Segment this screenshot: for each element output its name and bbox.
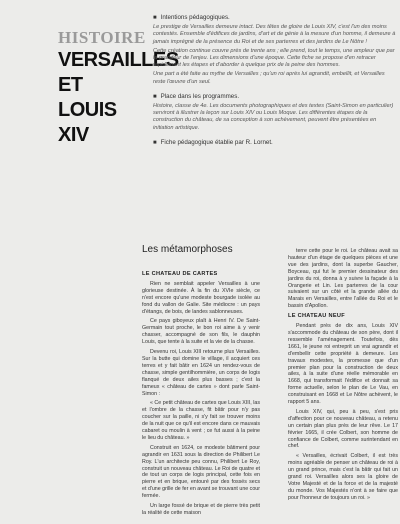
intro-paragraph: Le prestige de Versailles demeure intact. Des têtes de gloire de Louis XIV, c'est l'un des moins contestés. Ensemble d'édifices de jardins, d'art et de génie à la mesure d'un homme, il demeure à jamais imprégné de la présence du Roi et de ses parterres et des jardins de Le Nôtre ! bbox=[153, 24, 396, 45]
square-bullet-icon: ■ bbox=[153, 139, 157, 146]
header-panel bbox=[0, 0, 400, 238]
body-quote: « Ce petit château de cartes que Louis XIII, las et l'ombre de la chasse, fit bâtir pour n'y pas coucher sur la paille, ni s'y fait se trouver moins de la nuit que ce qu'il est encore dans ce mauvais cabaret ou moulin à vent ; ce fut aussi à la peine le lieu du château. » bbox=[142, 400, 260, 441]
body-paragraph: Louis XIV, qui, peu à peu, s'est pris d'affection pour ce nouveau château, a retenu un certain plan plus près de leur rêve. Le 17 février 1665, il crée Colbert, son homme de confiance de Colbert, comme surintendant en chef. bbox=[288, 408, 398, 450]
intro-section-1 bbox=[153, 14, 398, 86]
body-paragraph: Construit en 1624, ce modeste bâtiment pour agrandir en 1631 sous la direction de Philibert Le Roy. L'un architecte peu connu, Philibert Le Roy, construit un nouveau château. Le Roi de quatre et de tout un corps de logis principal, cette fois en pierre et en brique, entouré par des fossés secs et d'une grille de fer en avant se trouvant une cour fermée. bbox=[142, 444, 260, 500]
section-title: Les métamorphoses bbox=[142, 244, 233, 255]
intro-paragraph: Cette création continue couvre près de trente ans ; elle prend, tout le temps, une ampleur que par la grandeur de l'enjeu. Les dimensions d'une époque. Cette fiche se propose d'en retracer rapidement les étapes et d'aborder à quelque prix de la peine des hommes. bbox=[153, 47, 395, 69]
intro-paragraph: Une part a été faite au mythe de Versailles ; qu'un roi après lui agrandit, embellit, et Versailles reste l'œuvre d'un seul. bbox=[153, 71, 385, 85]
square-bullet-icon: ■ bbox=[153, 93, 157, 100]
body-paragraph: Un large fossé de brique et de pierre très petit la réalité de cette maison bbox=[142, 503, 260, 516]
intro-section-2 bbox=[153, 93, 398, 132]
square-bullet-icon: ■ bbox=[153, 15, 157, 21]
intro-section-3 bbox=[153, 139, 398, 147]
subheading-chateau-de-cartes: LE CHATEAU DE CARTES bbox=[142, 271, 218, 277]
body-quote: « Versailles, écrivait Colbert, il est très moins agréable de penser un château de roi à un grand prince, mais c'est la bâtir qui fait un grand roi. Versailles alors ses la gloire de Votre Majesté et de la force et de la majesté du monde. Vos Majestés n'ont à se faire que pour l'honneur de toujours un roi. » bbox=[288, 453, 398, 501]
body-paragraph: Ce pays giboyeux plaît à Henri IV. De Saint-Germain tout proche, le bon roi aime à y venir chasser, accompagné de son fils, le dauphin Louis, que tente à la suite et la vie de la chasse. bbox=[142, 318, 260, 346]
title-block bbox=[58, 28, 179, 148]
subheading-chateau-neuf: LE CHATEAU NEUF bbox=[288, 313, 345, 320]
body-paragraph: Devenu roi, Louis XIII retourne plus Versailles. Sur la butte qui domine le village, il acquiert ces terres et y fait bâtir en 1624 un rendez-vous de chasse, simple gentilhommière, un corps de logis flanqué de deux ailes plus basses ; c'est la fameux « château de cartes » dont parle Saint-Simon : bbox=[142, 349, 260, 397]
body-paragraph: terre cette pour le roi. Le château avait sa hauteur d'un étage de quelques pièces et une vue des jardins, dont la superbe Gaucher, Boyceau, qui fut le premier dessinateur des jardins du roi, donna à y suivre la façade à la Orangerie et Lin. Les parterres de la cour suivaient sur un côté et la grande allée du Marais en Versailles, entre l'allée du Roi et le bassin d'Apollon. bbox=[288, 248, 398, 310]
intro-heading-intentions: Intentions pédagogiques. bbox=[160, 14, 230, 21]
title-et: ET bbox=[58, 74, 83, 96]
intro-heading-programmes: Place dans les programmes. bbox=[160, 92, 240, 100]
article-column-right bbox=[288, 248, 398, 505]
title-versailles: VERSAILLES bbox=[58, 49, 179, 71]
title-louis-xiv: LOUIS XIV bbox=[58, 99, 117, 146]
intro-text bbox=[153, 14, 398, 147]
title-histoire: HISTOIRE bbox=[58, 28, 146, 47]
body-paragraph: Pendant près de dix ans, Louis XIV s'accommode du château de son père, dont il ressemble l'aménagement. Toutefois, dès 1661, le jeune roi entreprit un vrai agrandir et d'embellir cette propriété à demeure. Les travaux modestes, la promesse que d'un premier plan pour la construction de deux ailes, à la suite d'une réelle mémorable en 1668, qui transformait l'édifice et donnait sa forme actuelle, selon le plan de Le Vau, en construisant en 1668 et Le Nôtre achèvent, le rapport 5 ans. bbox=[288, 323, 398, 406]
intro-paragraph: Histoire, classe de 4e. Les documents photographiques et des textes (Saint-Simon en particulier) serviront à illustrer la leçon sur Louis XIV ou Louis Moque. Les différentes étapes de la construction du château, de sa conception à son achèvement, peuvent être présentées en initiation artistique. bbox=[153, 103, 394, 131]
article-column-left bbox=[142, 268, 260, 520]
body-paragraph: Rien ne semblait appeler Versailles à une glorieuse destinée. À la fin du XVIe siècle, ce n'est encore qu'une modeste bourgade isolée au fond du vallon de Galie. Site médiocre : un pays d'étangs, de bois, de landes sablonneuses. bbox=[142, 280, 260, 315]
intro-heading-fiche: Fiche pédagogique établie par R. Lornet. bbox=[160, 138, 273, 146]
